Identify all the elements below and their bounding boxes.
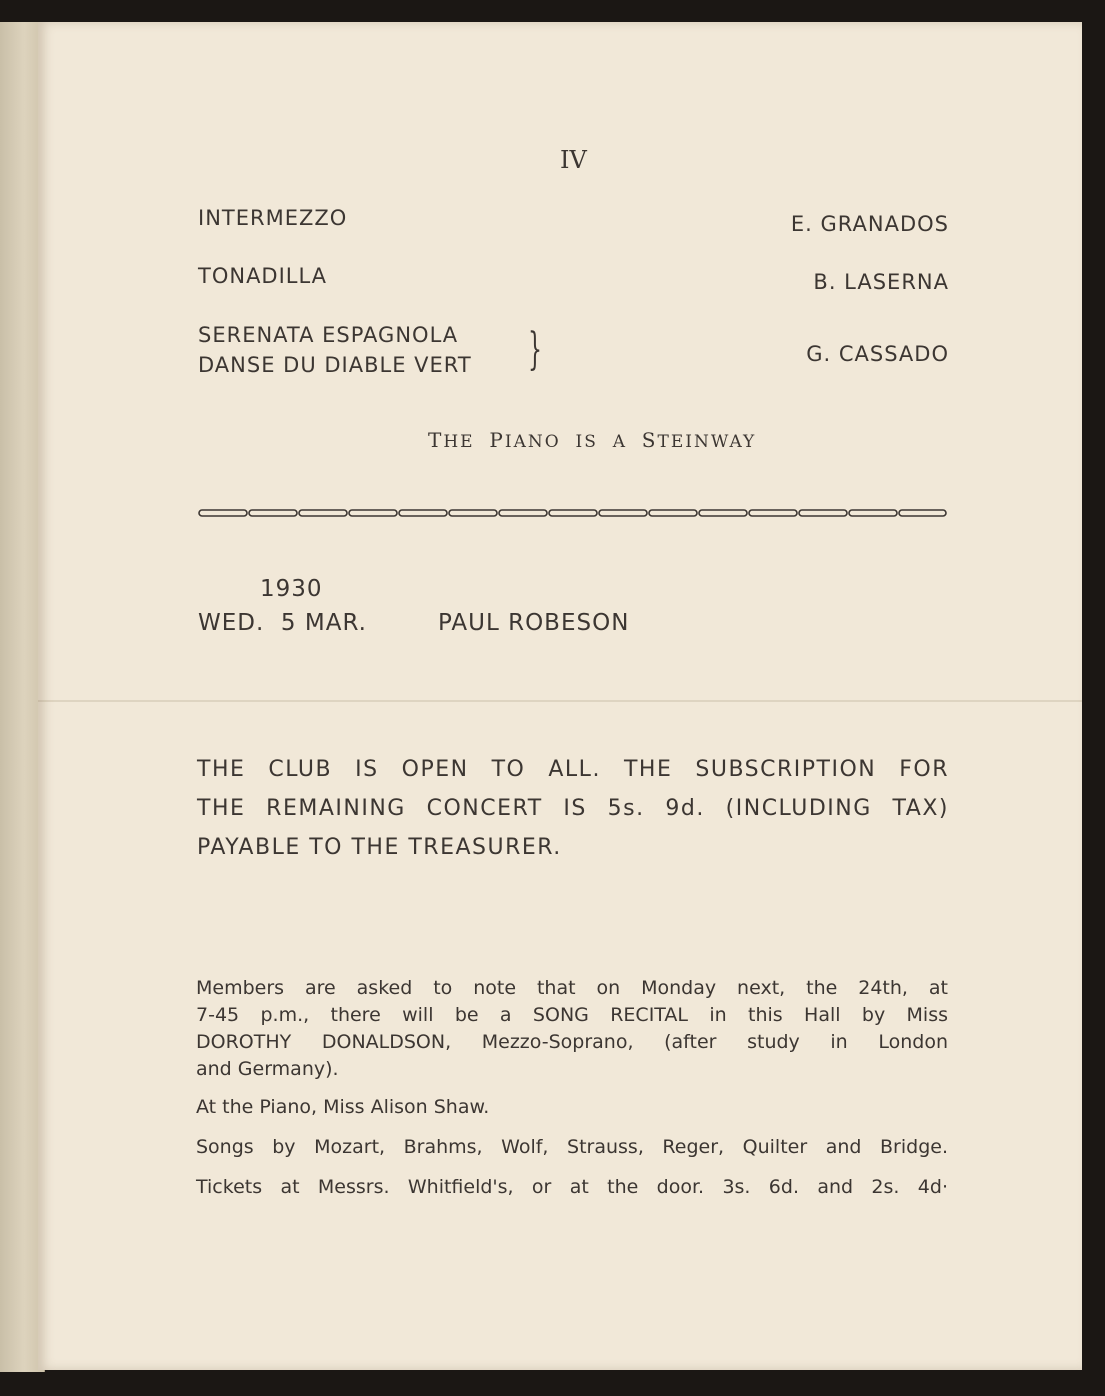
piano-note: THE PIANO IS A STEINWAY xyxy=(428,428,757,452)
decorative-chain-rule xyxy=(198,508,948,518)
recital-line-3: DOROTHY DONALDSON, Mezzo-Soprano, (after study in London xyxy=(196,1031,948,1053)
page-fold xyxy=(38,700,1082,702)
club-notice-line-3: PAYABLE TO THE TREASURER. xyxy=(197,835,562,860)
recital-tickets: Tickets at Messrs. Whitfield's, or at the door. 3s. 6d. and 2s. 4d· xyxy=(196,1176,948,1198)
program-title-2: TONADILLA xyxy=(198,264,328,288)
program-title-4: DANSE DU DIABLE VERT xyxy=(198,353,472,377)
next-event-year: 1930 xyxy=(260,576,323,602)
recital-line-2: 7-45 p.m., there will be a SONG RECITAL in this Hall by Miss xyxy=(196,1004,948,1026)
club-notice-line-2: THE REMAINING CONCERT IS 5s. 9d. (INCLUDING TAX) xyxy=(197,796,949,821)
recital-announcement xyxy=(196,975,948,1083)
recital-songs: Songs by Mozart, Brahms, Wolf, Strauss, Reger, Quilter and Bridge. xyxy=(196,1136,948,1158)
program-composer-3: G. CASSADO xyxy=(806,342,949,366)
program-composer-2: B. LASERNA xyxy=(813,270,949,294)
next-event-performer: PAUL ROBESON xyxy=(438,610,630,636)
recital-line-1: Members are asked to note that on Monday next, the 24th, at xyxy=(196,977,948,999)
recital-pianist: At the Piano, Miss Alison Shaw. xyxy=(196,1096,490,1118)
section-numeral: IV xyxy=(560,146,587,174)
program-title-3: SERENATA ESPAGNOLA xyxy=(198,323,459,347)
grouping-brace: } xyxy=(528,324,542,375)
club-notice xyxy=(197,750,949,867)
recital-line-4: and Germany). xyxy=(196,1058,339,1080)
program-composer-1: E. GRANADOS xyxy=(790,212,949,236)
program-title-1: INTERMEZZO xyxy=(198,206,348,230)
next-event-date: WED. 5 MAR. xyxy=(198,610,367,636)
club-notice-line-1: THE CLUB IS OPEN TO ALL. THE SUBSCRIPTION FOR xyxy=(197,757,949,782)
